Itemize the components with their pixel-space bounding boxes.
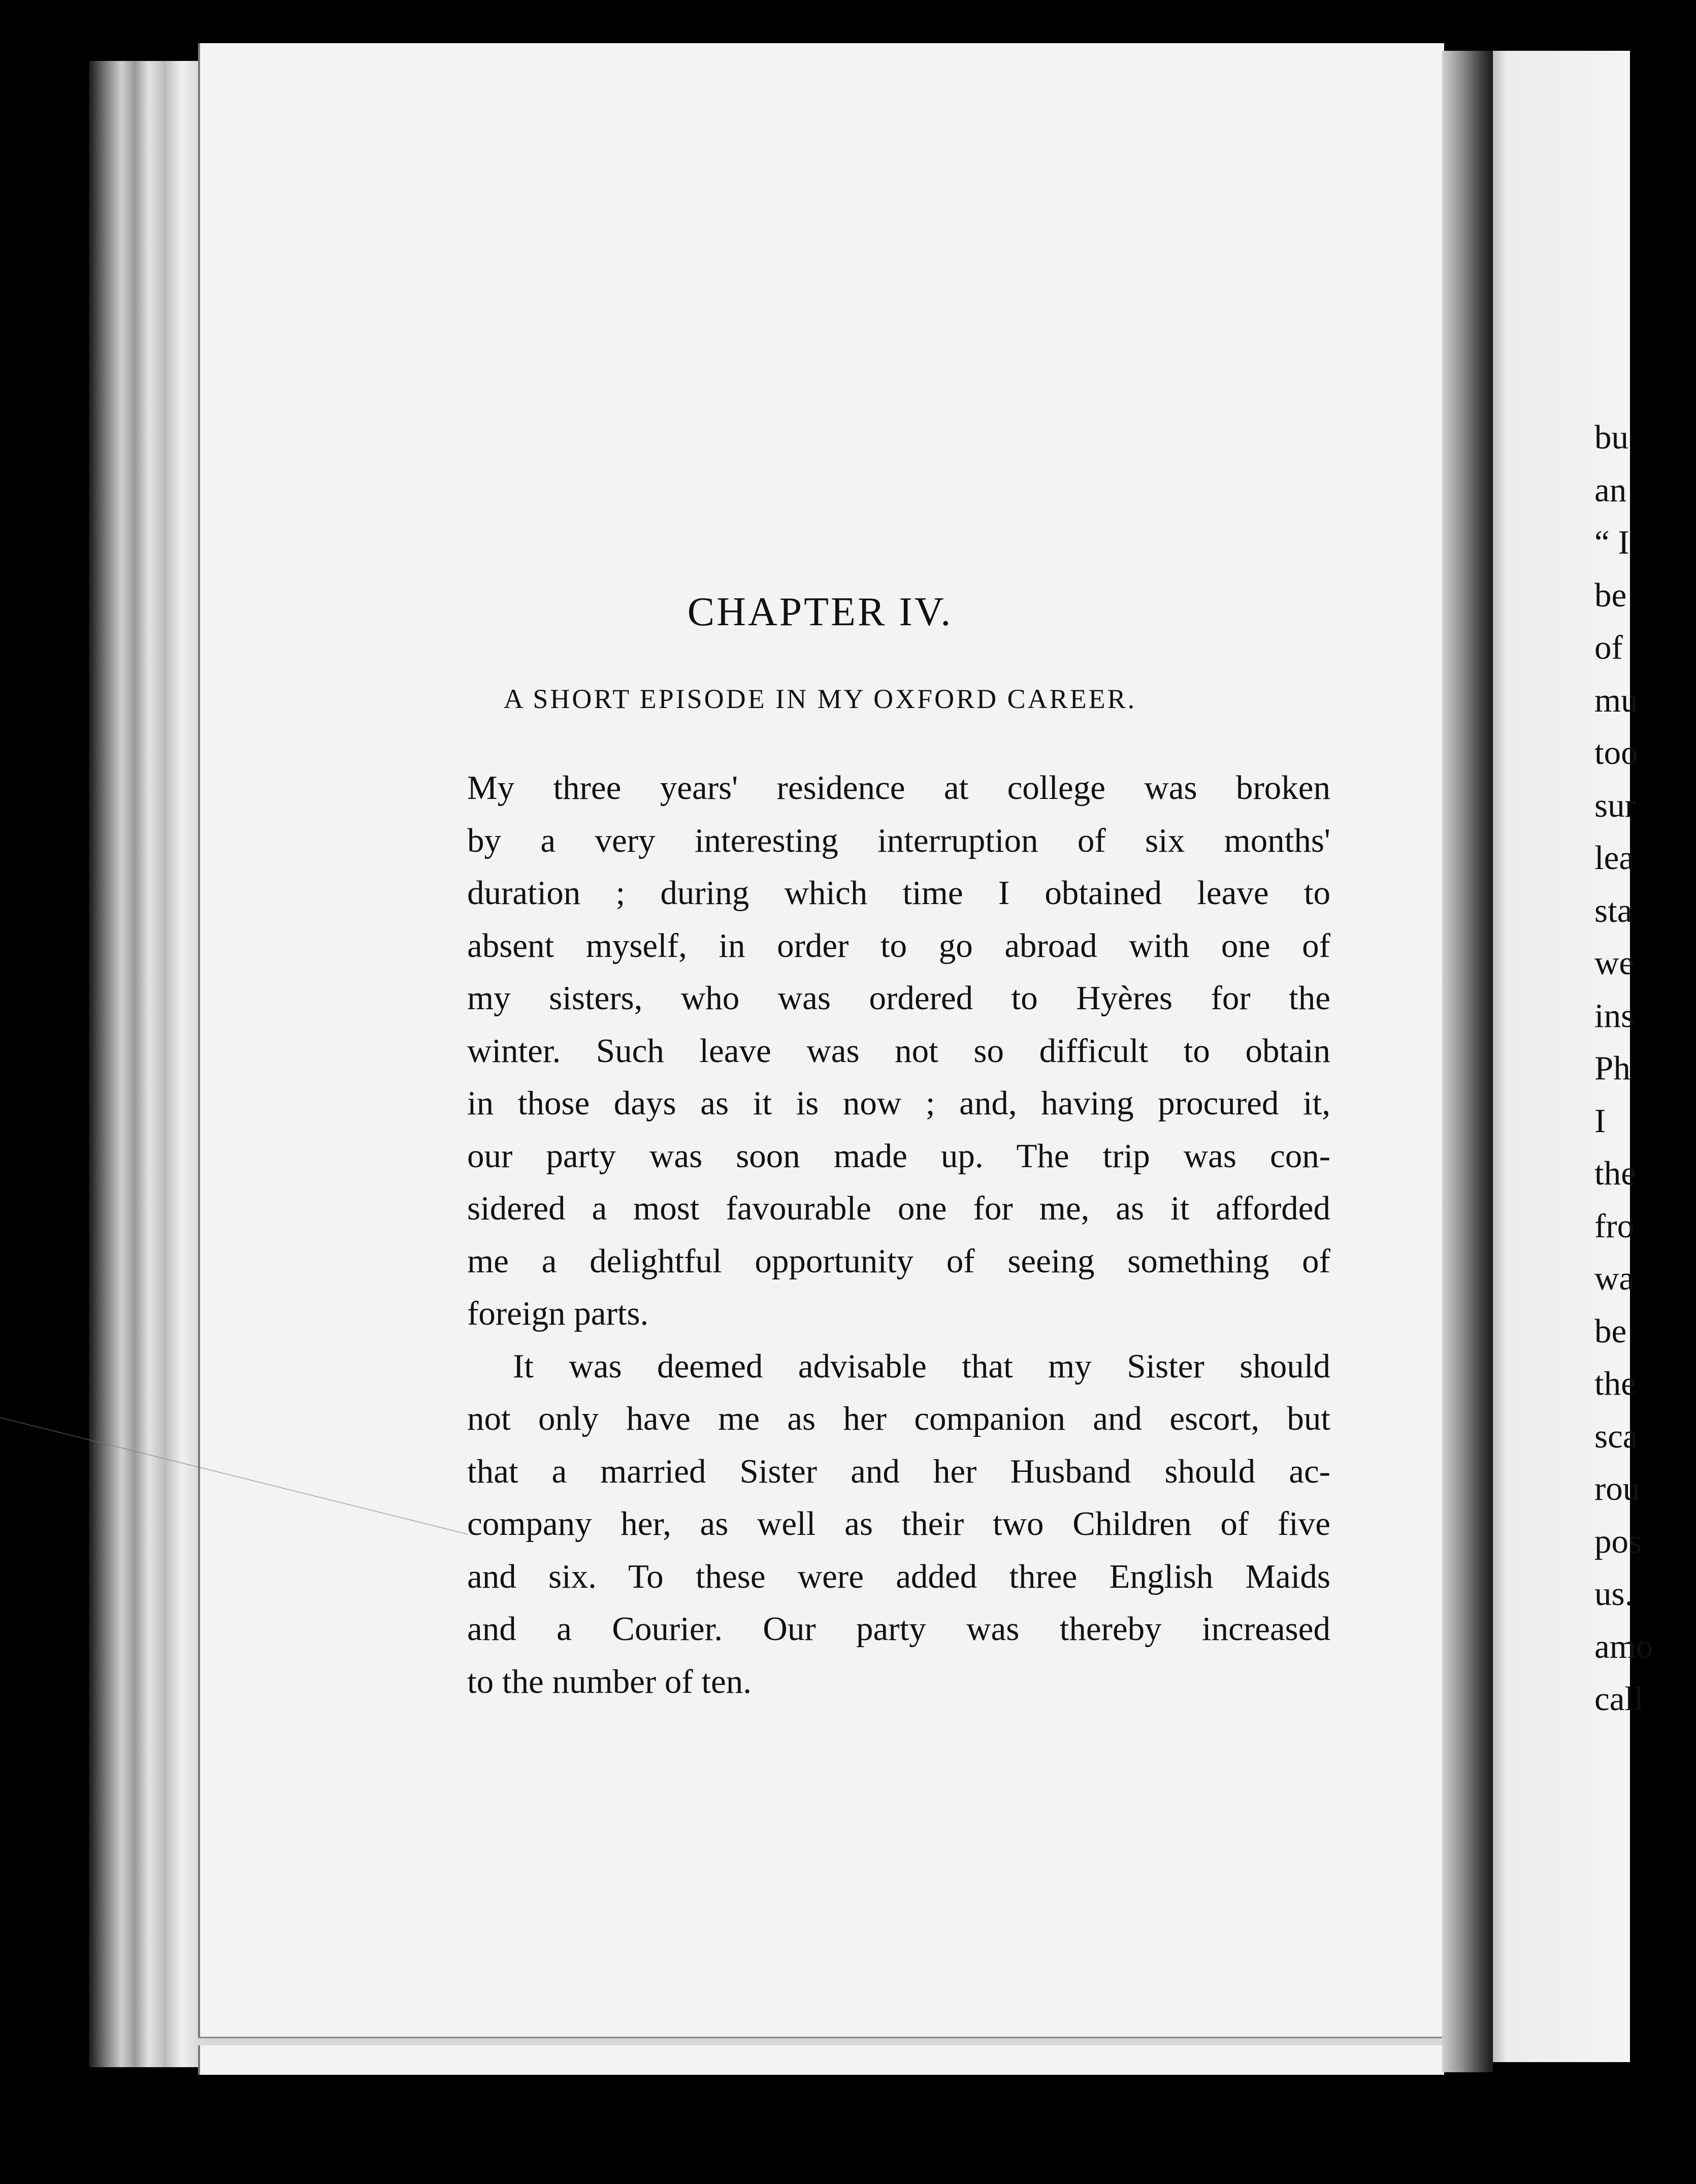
text-line: absent myself, in order to go abroad with one of	[467, 926, 1330, 965]
book-gutter	[1442, 51, 1493, 2072]
fragment-line: be	[1594, 1312, 1627, 1350]
text-line: my sisters, who was ordered to Hyères for the	[467, 979, 1330, 1017]
chapter-body	[467, 762, 1330, 1708]
paragraph-1	[467, 762, 1330, 1340]
fragment-line: the	[1594, 1365, 1636, 1402]
text-line: me a delightful opportunity of seeing something of	[467, 1242, 1330, 1280]
fragment-line: rou	[1594, 1470, 1640, 1507]
text-line: our party was soon made up. The trip was con-	[467, 1137, 1330, 1175]
fragment-line: mu	[1594, 681, 1638, 719]
right-page-text-fragments	[1594, 411, 1696, 1726]
fragment-line: sta	[1594, 891, 1633, 929]
page-bottom-edge	[198, 2037, 1442, 2045]
fragment-line: sur	[1594, 786, 1636, 824]
fragment-line: wa	[1594, 1260, 1635, 1297]
fragment-line: call	[1594, 1680, 1644, 1718]
text-line: and a Courier. Our party was thereby increased	[467, 1610, 1330, 1648]
text-line: sidered a most favourable one for me, as it afforded	[467, 1190, 1330, 1227]
text-line: and six. To these were added three English Maids	[467, 1557, 1330, 1595]
text-line: to the number of ten.	[467, 1662, 752, 1700]
text-line: that a married Sister and her Husband should ac-	[467, 1452, 1330, 1490]
text-line: It was deemed advisable that my Sister should	[513, 1347, 1330, 1385]
chapter-title: CHAPTER IV.	[687, 590, 953, 634]
text-line: by a very interesting interruption of six months'	[467, 821, 1330, 859]
fragment-line: bu	[1594, 419, 1628, 456]
fragment-line: “ I	[1594, 524, 1629, 561]
fragment-line: of	[1594, 629, 1623, 666]
book-spine-edge	[89, 61, 198, 2067]
fragment-line: ins	[1594, 997, 1635, 1035]
chapter-subtitle: A SHORT EPISODE IN MY OXFORD CAREER.	[503, 684, 1137, 714]
text-line: not only have me as her companion and escort, but	[467, 1400, 1330, 1437]
fragment-line: the	[1594, 1154, 1636, 1192]
fragment-line: us.	[1594, 1575, 1634, 1613]
fragment-line: too	[1594, 734, 1638, 772]
text-line: winter. Such leave was not so difficult to obtain	[467, 1032, 1330, 1070]
fragment-line: be	[1594, 576, 1627, 614]
text-line: foreign parts.	[467, 1295, 649, 1332]
fragment-line: fro	[1594, 1207, 1635, 1245]
text-line: company her, as well as their two Children of five	[467, 1505, 1330, 1543]
fragment-line: Ph	[1594, 1049, 1630, 1087]
paragraph-2	[467, 1340, 1330, 1709]
fragment-line: sca	[1594, 1417, 1638, 1455]
text-line: My three years' residence at college was broken	[467, 769, 1330, 807]
fragment-line: lea	[1594, 839, 1635, 877]
text-line: in those days as it is now ; and, having procured it,	[467, 1084, 1330, 1122]
fragment-line: we	[1594, 944, 1635, 982]
fragment-line: an	[1594, 471, 1627, 509]
fragment-line: I	[1594, 1102, 1606, 1140]
fragment-line: pos	[1594, 1522, 1642, 1560]
fragment-line: amo	[1594, 1627, 1653, 1665]
text-line: duration ; during which time I obtained leave to	[467, 874, 1330, 912]
